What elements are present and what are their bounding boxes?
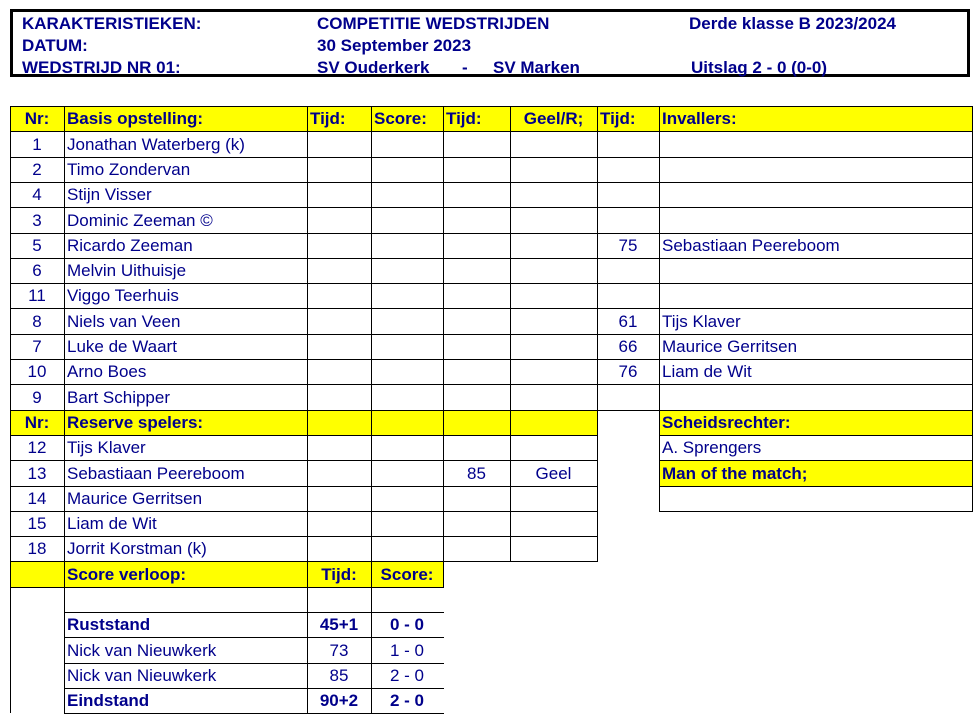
- grid-line: [10, 258, 973, 259]
- card-type: [510, 536, 597, 561]
- away-team: SV Marken: [493, 58, 580, 77]
- sub-time: [597, 258, 659, 283]
- score-row-time: 45+1: [319, 615, 359, 634]
- reserve-name: Sebastiaan Peereboom: [67, 463, 245, 483]
- grid-line: [64, 688, 444, 689]
- grid-line: [10, 106, 11, 713]
- grid-line: [64, 612, 444, 613]
- score-row-time: [307, 587, 371, 612]
- match-date: 30 September 2023: [317, 36, 472, 55]
- sub-time: 66: [618, 337, 638, 356]
- grid-line: [597, 106, 598, 561]
- card-time: [443, 511, 510, 536]
- reserve-header-blank: [510, 410, 597, 435]
- starter-nr: 4: [32, 185, 42, 204]
- score-header-tijd: Tijd:: [307, 561, 371, 587]
- score-row-label: [64, 587, 307, 612]
- grid-line: [64, 713, 444, 714]
- starter-name: Bart Schipper: [67, 387, 170, 407]
- grid-line: [659, 486, 973, 487]
- sub-player-name: [659, 182, 972, 207]
- match-result: Uitslag 2 - 0 (0-0): [691, 58, 828, 77]
- starter-nr: 8: [32, 311, 42, 331]
- grid-line: [371, 106, 372, 713]
- competition-name: COMPETITIE WEDSTRIJDEN: [317, 14, 550, 33]
- score-row-label: Ruststand: [67, 615, 151, 634]
- sub-player-name: Maurice Gerritsen: [662, 337, 798, 356]
- grid-line: [307, 106, 308, 713]
- sub-time: [597, 131, 659, 157]
- score-row-score: 2 - 0: [389, 691, 425, 710]
- grid-line: [659, 511, 973, 512]
- grid-line: [659, 106, 660, 511]
- grid-line: [10, 106, 973, 107]
- card-type: [510, 435, 597, 460]
- reserve-header-title: Reserve spelers:: [64, 410, 307, 435]
- grid-line: [10, 359, 973, 360]
- sub-player-name: Liam de Wit: [662, 362, 752, 381]
- sub-player-name: [659, 283, 972, 308]
- sub-player-name: [659, 384, 972, 410]
- header-geel-rood: Geel/R;: [510, 106, 597, 131]
- sub-player-name: [659, 131, 972, 157]
- grid-line: [10, 384, 973, 385]
- header-tijd-3: Tijd:: [597, 106, 659, 131]
- starter-nr: 7: [32, 337, 42, 356]
- sub-time: 75: [618, 236, 638, 255]
- starter-name: Viggo Teerhuis: [67, 286, 179, 305]
- card-type: [510, 486, 597, 511]
- grid-line: [10, 283, 973, 284]
- grid-line: [10, 561, 598, 562]
- grid-line: [443, 106, 444, 587]
- grid-line: [10, 182, 973, 183]
- reserve-name: Maurice Gerritsen: [67, 489, 203, 508]
- sub-player-name: [659, 207, 972, 233]
- reserve-header-blank: [443, 410, 510, 435]
- match-header: [10, 9, 970, 77]
- card-time: 85: [467, 463, 486, 483]
- reserve-name: Liam de Wit: [67, 514, 157, 533]
- motm-title: Man of the match;: [659, 460, 972, 486]
- reserve-header-blank: [371, 410, 443, 435]
- score-row-score: 2 - 0: [389, 666, 425, 685]
- motm-value: [659, 486, 972, 511]
- reserve-name: Jorrit Korstman (k): [67, 539, 207, 558]
- starter-nr: 3: [32, 210, 42, 230]
- starter-name: Luke de Waart: [67, 337, 177, 356]
- starter-nr: 1: [32, 134, 42, 154]
- starter-nr: 10: [27, 362, 47, 381]
- score-row-score: 1 - 0: [389, 640, 425, 660]
- grid-line: [659, 460, 973, 461]
- starter-name: Stijn Visser: [67, 185, 152, 204]
- card-time: [443, 486, 510, 511]
- competition-class: Derde klasse B 2023/2024: [689, 14, 896, 33]
- sub-time: [597, 384, 659, 410]
- starter-name: Timo Zondervan: [67, 160, 191, 179]
- reserve-header-nr: Nr:: [10, 410, 64, 435]
- starter-name: Ricardo Zeeman: [67, 236, 193, 255]
- grid-line: [10, 131, 973, 132]
- header-nr: Nr:: [10, 106, 64, 131]
- reserve-nr: 15: [27, 514, 47, 533]
- score-row-label: Eindstand: [67, 691, 150, 710]
- score-row-label: Nick van Nieuwkerk: [67, 666, 217, 685]
- sub-player-name: [659, 258, 972, 283]
- score-row-time: 73: [329, 640, 349, 660]
- home-team: SV Ouderkerk: [317, 58, 430, 77]
- reserve-nr: 14: [27, 489, 47, 508]
- team-separator: -: [462, 58, 468, 77]
- grid-line: [10, 207, 973, 208]
- grid-line: [64, 106, 65, 713]
- score-row-label: Nick van Nieuwkerk: [67, 640, 217, 660]
- sub-time: 61: [618, 311, 638, 331]
- referee-title: Scheidsrechter:: [659, 410, 972, 435]
- grid-line: [10, 587, 444, 588]
- grid-line: [10, 308, 973, 309]
- starter-nr: 11: [28, 286, 46, 305]
- grid-line: [10, 157, 973, 158]
- header-tijd-2: Tijd:: [443, 106, 510, 131]
- sub-time: [597, 157, 659, 182]
- starter-nr: 2: [32, 160, 42, 179]
- card-type: [510, 511, 597, 536]
- starter-name: Melvin Uithuisje: [67, 261, 187, 280]
- header-invallers: Invallers:: [659, 106, 972, 131]
- score-row-score: 0 - 0: [389, 615, 425, 634]
- grid-line: [972, 106, 973, 511]
- starter-name: Jonathan Waterberg (k): [67, 134, 245, 154]
- starter-name: Niels van Veen: [67, 311, 181, 331]
- starter-nr: 5: [32, 236, 42, 255]
- reserve-name: Tijs Klaver: [67, 438, 146, 457]
- referee-name: A. Sprengers: [662, 438, 762, 457]
- sub-time: [597, 207, 659, 233]
- score-row-time: 85: [329, 666, 349, 685]
- grid-line: [64, 663, 444, 664]
- sub-player-name: Sebastiaan Peereboom: [662, 236, 840, 255]
- card-type: Geel: [535, 463, 572, 483]
- label-datum: DATUM:: [22, 36, 88, 55]
- reserve-nr: 18: [27, 539, 47, 558]
- card-time: [443, 435, 510, 460]
- grid-line: [64, 637, 444, 638]
- grid-line: [10, 410, 973, 411]
- grid-line: [10, 233, 973, 234]
- header-basis: Basis opstelling:: [64, 106, 307, 131]
- starter-nr: 9: [32, 387, 42, 407]
- starter-name: Dominic Zeeman ©: [67, 210, 213, 230]
- label-wedstrijd: WEDSTRIJD NR 01:: [22, 58, 181, 77]
- score-row-time: 90+2: [319, 691, 359, 710]
- score-header-title: Score verloop:: [64, 561, 307, 587]
- score-header-score: Score:: [371, 561, 443, 587]
- sub-time: [597, 283, 659, 308]
- sub-player-name: Tijs Klaver: [662, 311, 741, 331]
- reserve-header-blank: [307, 410, 371, 435]
- reserve-nr: 13: [27, 463, 47, 483]
- header-tijd-1: Tijd:: [307, 106, 371, 131]
- starter-name: Arno Boes: [67, 362, 147, 381]
- grid-line: [510, 106, 511, 561]
- grid-line: [659, 435, 973, 436]
- reserve-nr: 12: [27, 438, 47, 457]
- score-header-blank: [10, 561, 64, 587]
- sub-time: [597, 182, 659, 207]
- grid-line: [10, 334, 973, 335]
- card-time: [443, 536, 510, 561]
- starter-nr: 6: [32, 261, 42, 280]
- sub-player-name: [659, 157, 972, 182]
- score-row-score: [371, 587, 443, 612]
- header-score: Score:: [371, 106, 443, 131]
- sub-time: 76: [618, 362, 638, 381]
- label-kenmerken: KARAKTERISTIEKEN:: [22, 14, 202, 33]
